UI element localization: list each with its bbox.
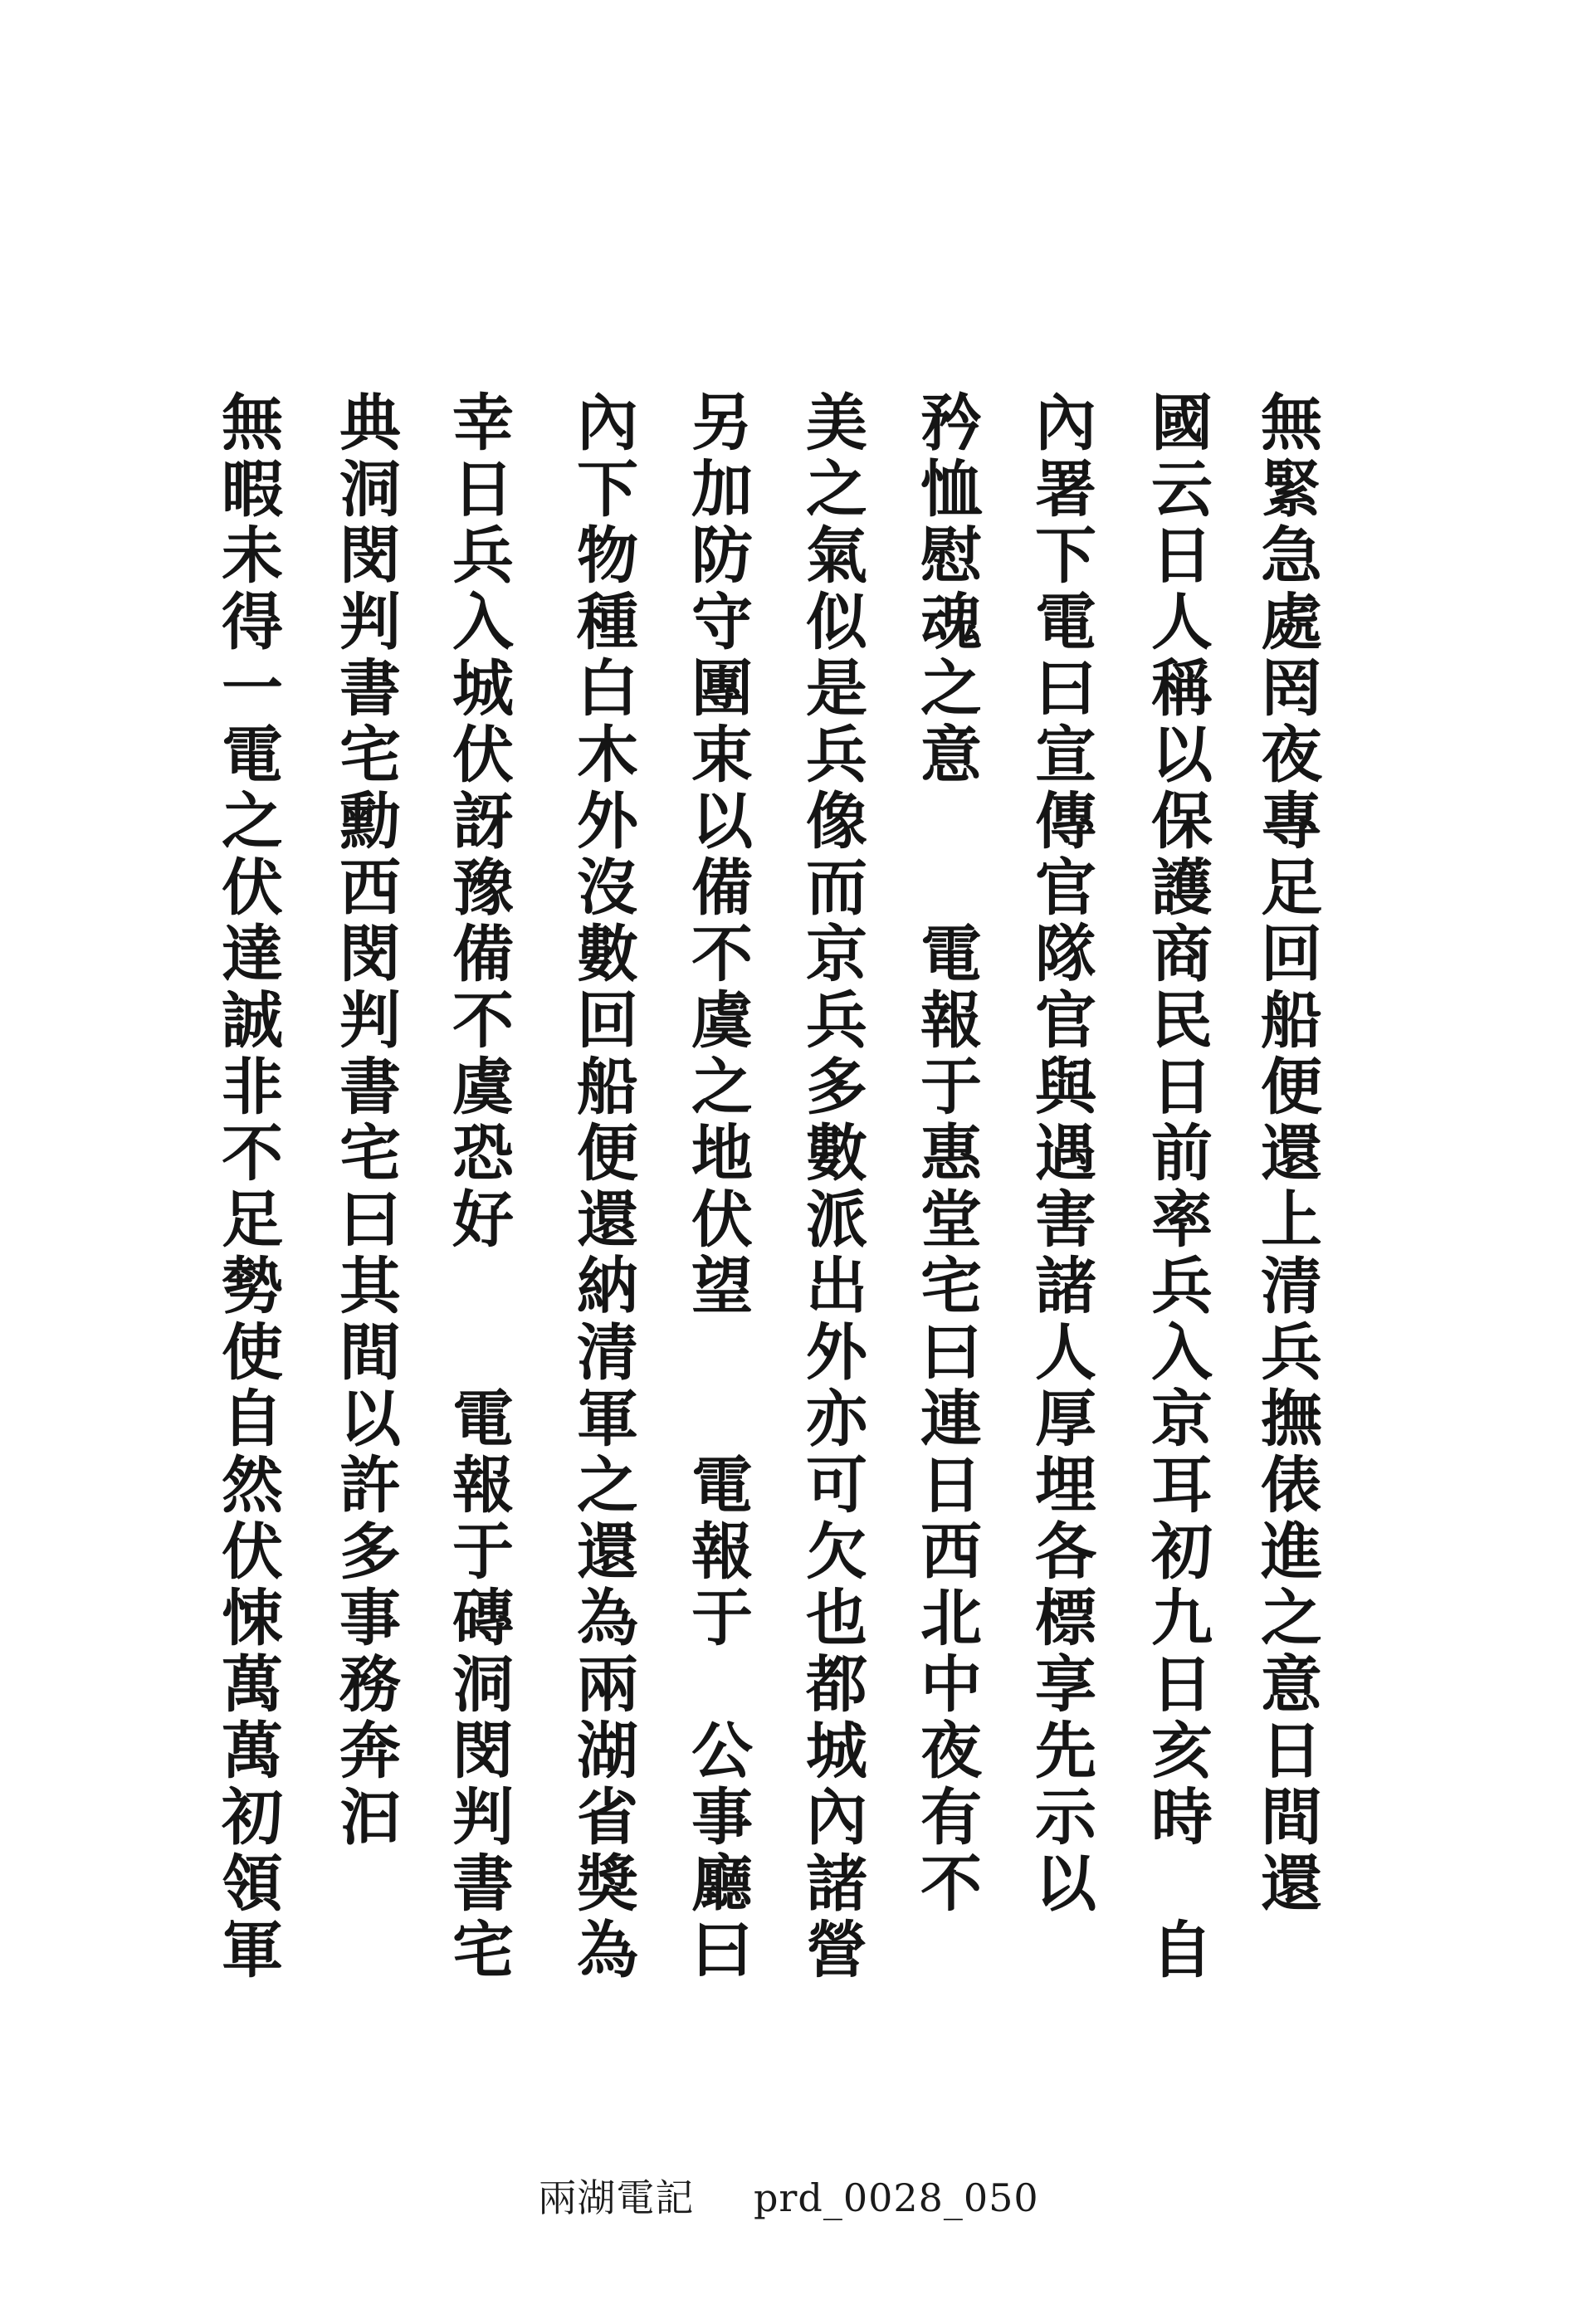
text-column-1: 無緊急處罔夜專足回船便還上清兵撫俵進之意日間還 — [1251, 390, 1322, 1917]
text-column-6: 另加防守團束以備不虞之地伏望 電報于 公事廳曰 — [681, 390, 753, 1984]
footer-title: 兩湖電記 — [538, 2175, 695, 2220]
text-column-5: 美之氣似是兵像而京兵多數派出外亦可欠也都城內諸營 — [796, 390, 867, 1984]
text-column-7: 內下物種白木外沒數回船便還納清軍之還為兩湖省獎為 — [567, 390, 638, 1984]
text-column-4: 矜恤慰魂之意 電報于惠堂宅曰連日西北中夜有不 — [911, 390, 982, 1917]
text-column-10: 無暇未得一電之伏達誠非不足勢使自然伏悚萬萬初領軍 — [212, 390, 283, 1984]
footer-page-id: prd_0028_050 — [753, 2175, 1039, 2220]
text-column-9: 典洞閔判書宅勳西閔判書宅曰其間以許多事務奔汩 — [330, 390, 401, 1851]
page-footer — [0, 2168, 1577, 2223]
text-column-2: 國云日人稱以保護商民日前率兵入京耳初九日亥時 自 — [1141, 390, 1213, 1984]
text-column-8: 幸日兵入城伏訝豫備不虞恐好 電報于磚洞閔判書宅 — [442, 390, 514, 1984]
text-column-3: 內署下電曰宣傳官隊官與遇害諸人厚埋各標享先示以 — [1025, 390, 1096, 1917]
